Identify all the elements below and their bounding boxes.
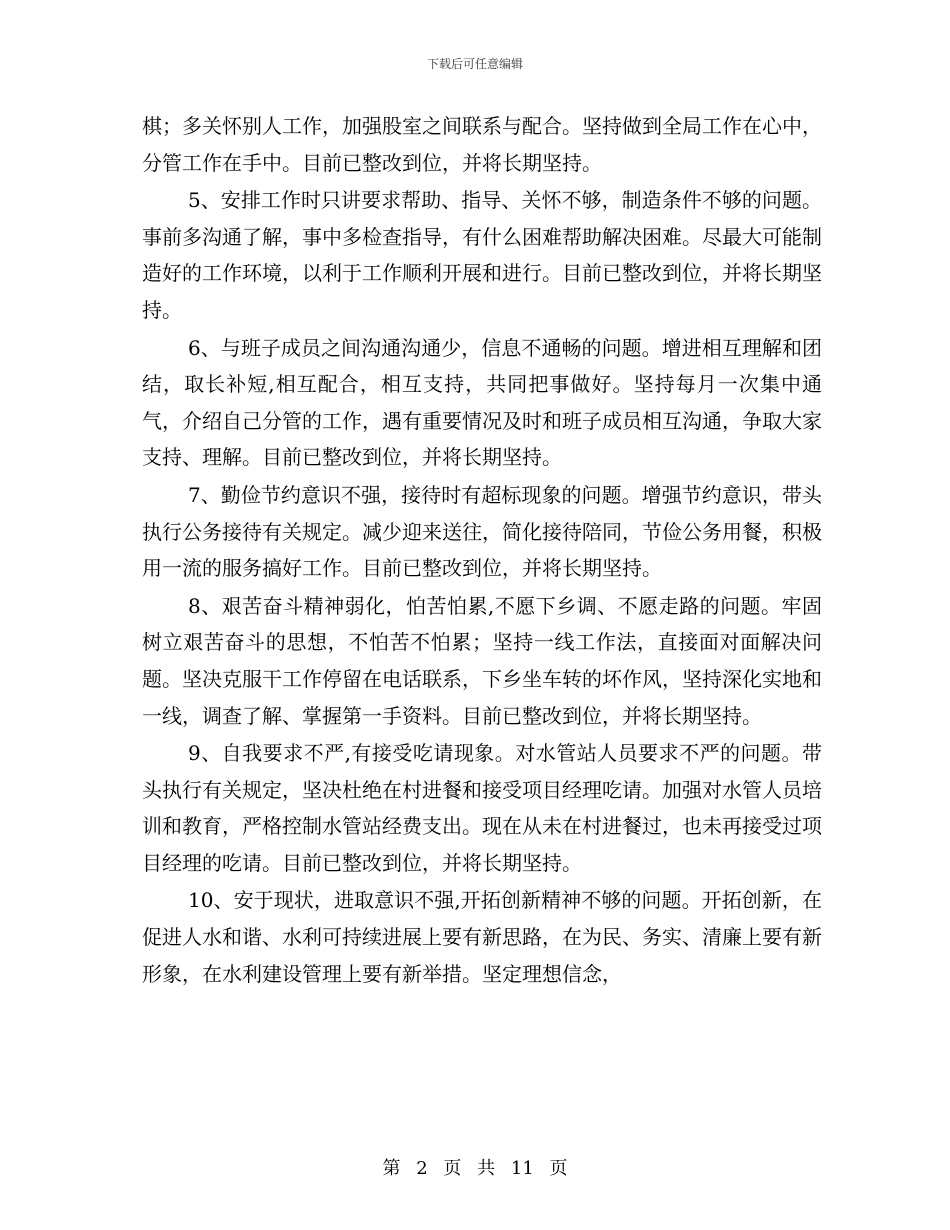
page-header: 下载后可任意编辑 [426,57,523,71]
paragraph-item-6: 6、与班子成员之间沟通沟通少，信息不通畅的问题。增进相互理解和团结，取长补短,相互配合，相互支持，共同把事做好。坚持每月一次集中通气，介绍自己分管的工作，遇有重要情况及时和班子成员相互沟通，争取大家支持、理解。目前已整改到位，并将长期坚持。 [142,335,822,470]
paragraph-item-7: 7、勤俭节约意识不强，接待时有超标现象的问题。增强节约意识，带头执行公务接待有关规定。减少迎来送往，简化接待陪同，节俭公务用餐，积极用一流的服务搞好工作。目前已整改到位，并将长期坚持。 [142,482,822,581]
paragraph-continued: 棋；多关怀别人工作，加强股室之间联系与配合。坚持做到全局工作在心中，分管工作在手中。目前已整改到位，并将长期坚持。 [142,114,822,175]
paragraph-item-10: 10、安于现状，进取意识不强,开拓创新精神不够的问题。开拓创新，在促进人水和谐、水利可持续进展上要有新思路，在为民、务实、清廉上要有新形象，在水利建设管理上要有新举措。坚定理想信念， [142,888,822,986]
footer-label-di: 第 [382,1158,401,1179]
footer-label-gong: 共 [477,1158,496,1179]
page-number-current: 2 [416,1158,428,1179]
page-number-total: 11 [510,1158,534,1179]
document-body [142,108,822,992]
paragraph-item-8: 8、艰苦奋斗精神弱化，怕苦怕累,不愿下乡调、不愿走路的问题。牢固树立艰苦奋斗的思想，不怕苦不怕累；坚持一线工作法，直接面对面解决问题。坚决克服干工作停留在电话联系，下乡坐车转的坏作风，坚持深化实地和一线，调查了解、掌握第一手资料。目前已整改到位，并将长期坚持。 [142,593,822,728]
footer-label-ye-2: 页 [549,1158,568,1179]
footer-label-ye: 页 [443,1158,462,1179]
paragraph-item-5: 5、安排工作时只讲要求帮助、指导、关怀不够，制造条件不够的问题。事前多沟通了解，事中多检查指导，有什么困难帮助解决困难。尽最大可能制造好的工作环境，以利于工作顺利开展和进行。目前已整改到位，并将长期坚持。 [142,188,822,322]
paragraph-item-9: 9、自我要求不严,有接受吃请现象。对水管站人员要求不严的问题。带头执行有关规定，坚决杜绝在村进餐和接受项目经理吃请。加强对水管人员培训和教育，严格控制水管站经费支出。现在从未在村进餐过，也未再接受过项目经理的吃请。目前已整改到位，并将长期坚持。 [142,741,822,875]
page-footer [0,1154,950,1180]
